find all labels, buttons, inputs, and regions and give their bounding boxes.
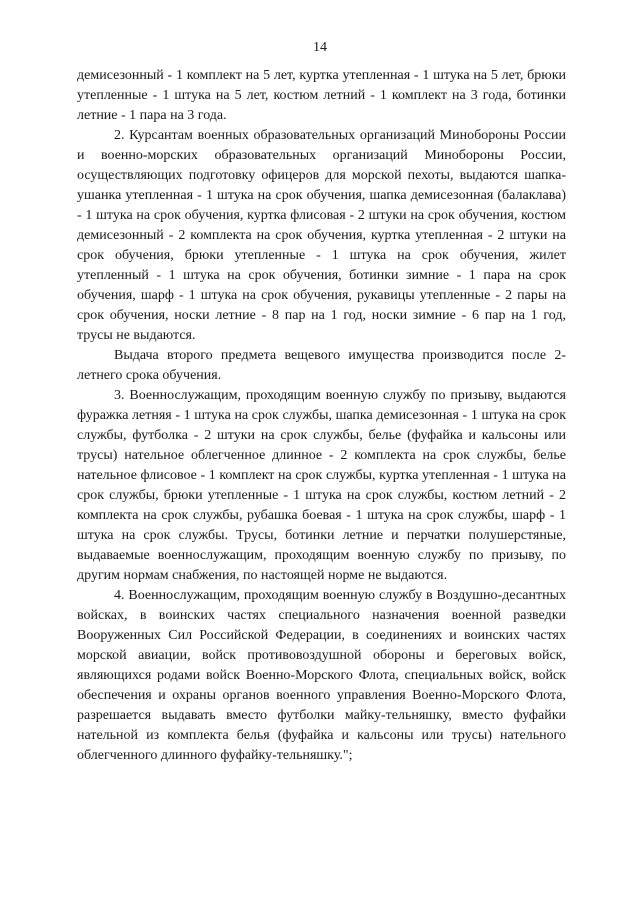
paragraph-continuation: демисезонный - 1 комплект на 5 лет, куртка утепленная - 1 штука на 5 лет, брюки утепленные - 1 штука на 5 лет, костюм летний - 1 комплект на 3 года, ботинки летние - 1 пара на 3 года. — [77, 68, 566, 123]
paragraph-item-3-conscripts: 3. Военнослужащим, проходящим военную службу по призыву, выдаются фуражка летняя - 1 штука на срок службы, шапка демисезонная - 1 штука на срок службы, футболка - 2 штуки на срок службы, белье (фуфайка и кальсоны или трусы) нательное облегченное длинное - 2 комплекта на срок службы, белье нательное флисовое - 1 комплект на срок службы, куртка утепленная - 1 штука на срок службы, брюки утепленные - 1 штука на срок службы, костюм летний - 2 комплекта на срок службы, рубашка боевая - 1 штука на срок службы, шарф - 1 штука на срок службы. Трусы, ботинки летние и перчатки полушерстяные, выдаваемые военнослужащим, проходящим военную службу по призыву, по другим нормам снабжения, по настоящей норме не выдаются. — [77, 388, 566, 583]
document-body — [77, 66, 566, 766]
paragraph-item-2-cadets: 2. Курсантам военных образовательных организаций Минобороны России и военно-морских образовательных организаций Минобороны России, осуществляющих подготовку офицеров для морской пехоты, выдаются шапка-ушанка утепленная - 1 штука на срок обучения, шапка демисезонная (балаклава) - 1 штука на срок обучения, куртка флисовая - 2 штуки на срок обучения, костюм демисезонный - 2 комплекта на срок обучения, куртка утепленная - 2 штуки на срок обучения, брюки утепленные - 1 штука на срок обучения, жилет утепленный - 1 штука на срок обучения, ботинки зимние - 1 пара на срок обучения, шарф - 1 штука на срок обучения, рукавицы утепленные - 2 пары на срок обучения, носки летние - 8 пар на 1 год, носки зимние - 6 пар на 1 год, трусы не выдаются. — [77, 128, 566, 343]
page-number: 14 — [313, 40, 327, 55]
paragraph-item-4-airborne: 4. Военнослужащим, проходящим военную службу в Воздушно-десантных войсках, в воинских частях специального назначения военной разведки Вооруженных Сил Российской Федерации, в соединениях и воинских частях морской авиации, войск противовоздушной обороны и береговых войск, являющихся родами войск Военно-Морского Флота, специальных войск, войск обеспечения и охраны органов военного управления Военно-Морского Флота, разрешается выдавать вместо футболки майку-тельняшку, вместо фуфайки нательной из комплекта белья (фуфайка и кальсоны или трусы) нательного облегченного длинного фуфайку-тельняшку."; — [77, 588, 566, 763]
paragraph-second-item-issue: Выдача второго предмета вещевого имущества производится после 2-летнего срока обучения. — [77, 348, 566, 383]
